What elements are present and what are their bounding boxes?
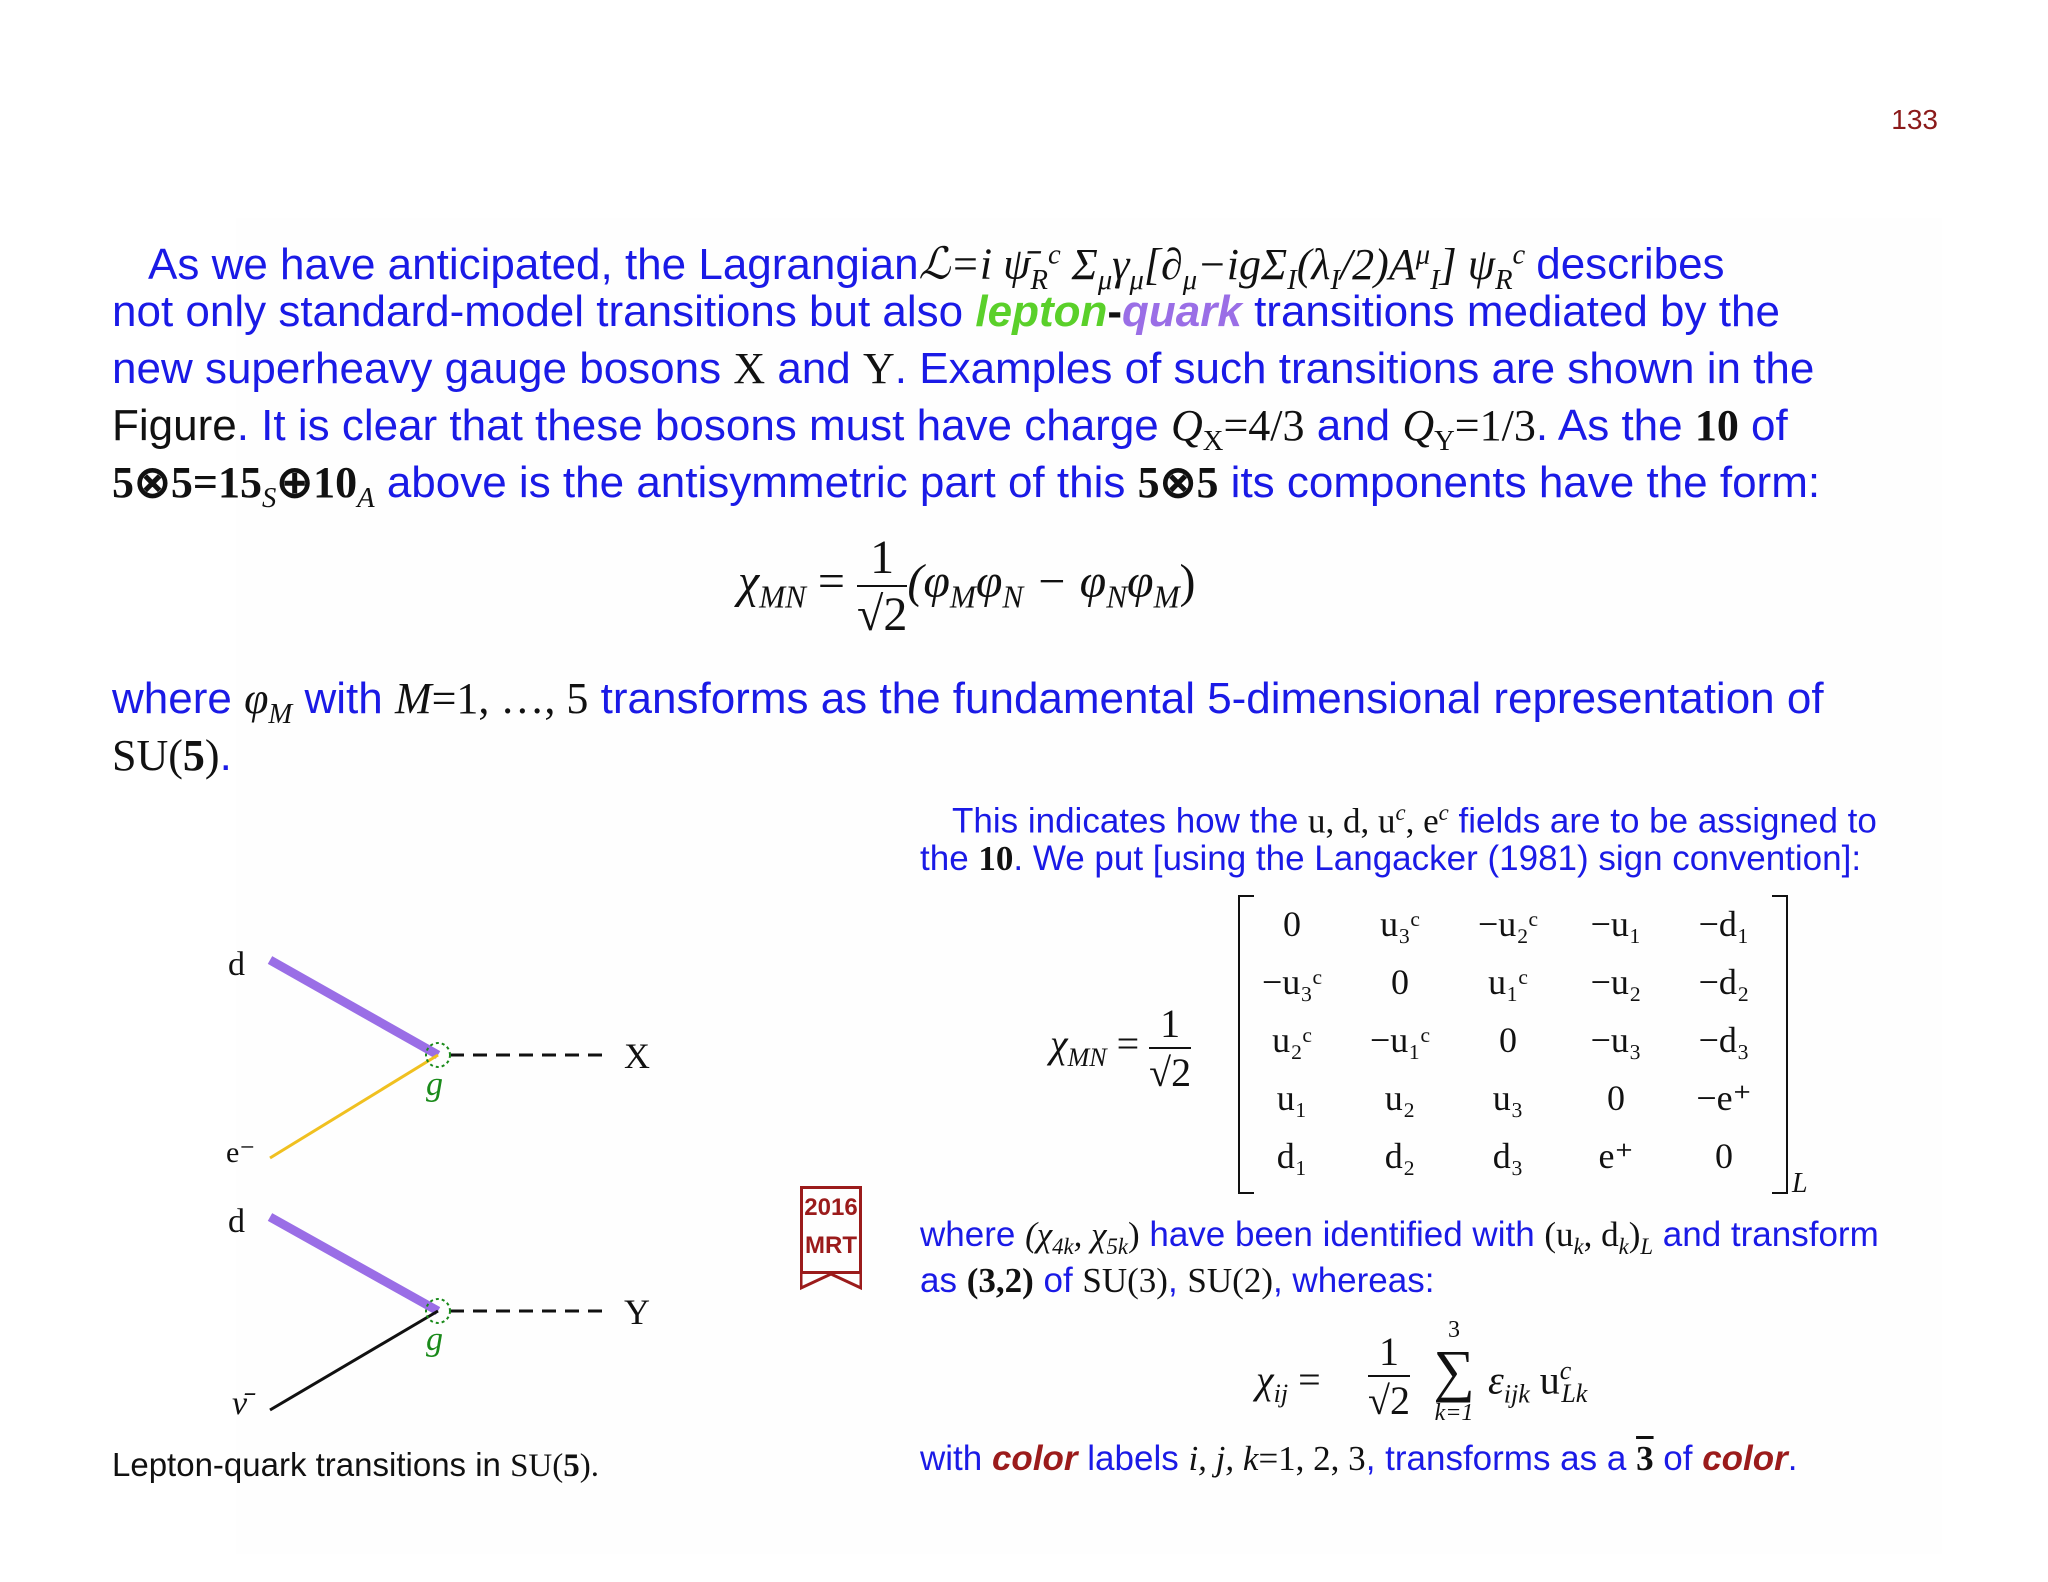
neutrino-line — [270, 1311, 438, 1410]
text: transforms as the fundamental 5-dimensional representation of — [588, 674, 1824, 723]
matrix-cell: d₂ — [1384, 1136, 1416, 1176]
text: . We put [using the Langacker (1981) sign convention]: — [1013, 839, 1862, 878]
label-g-bottom: g — [426, 1321, 443, 1358]
quark-line-d-bottom — [270, 1217, 438, 1311]
paragraph-2-line-2 — [112, 727, 1942, 784]
sub: M — [268, 698, 293, 730]
numerator: 1 — [1368, 1328, 1410, 1377]
quark-word: quark — [1122, 287, 1242, 336]
chi: (χ — [1025, 1215, 1053, 1254]
rep: (3,2) — [966, 1261, 1034, 1300]
su: SU( — [510, 1448, 564, 1484]
su3: SU(3) — [1082, 1261, 1168, 1300]
matrix-row — [1238, 895, 1778, 953]
equals: = — [817, 555, 845, 609]
sub: X — [1202, 425, 1224, 457]
sub: MN — [1067, 1043, 1107, 1073]
sub: ij — [1273, 1379, 1289, 1408]
tensor-formula: 5⊗5=15 — [112, 458, 262, 507]
matrix-cell: 0 — [1715, 1136, 1733, 1176]
label-y: Y — [624, 1292, 650, 1332]
text: This indicates how the — [952, 801, 1309, 841]
range: =1, …, 5 — [431, 674, 589, 723]
matrix-cell: −u₂ᶜ — [1477, 904, 1539, 944]
figure-caption — [112, 1446, 599, 1485]
sub: MN — [759, 579, 806, 615]
sub: L — [1640, 1234, 1654, 1259]
su2: SU(2) — [1187, 1261, 1273, 1300]
matrix-cell: u₂ᶜ — [1272, 1020, 1312, 1060]
charge-qy: Q — [1402, 401, 1435, 450]
text: of — [1738, 401, 1788, 450]
badge-year: 2016 — [804, 1194, 858, 1221]
sup: c — [1559, 1356, 1572, 1385]
phi: − φ — [1023, 555, 1107, 609]
color-word: color — [1702, 1439, 1788, 1478]
sup: c — [1438, 800, 1449, 825]
ud: ) — [1628, 1215, 1641, 1254]
sub: 4k — [1052, 1234, 1074, 1259]
figure-word: Figure — [112, 401, 237, 450]
lagrangian-formula: ℒ=i ψ̄ — [918, 239, 1031, 289]
charge-value: =1/3 — [1454, 401, 1536, 450]
sum-bottom: k=1 — [1434, 1400, 1474, 1426]
five: 5 — [563, 1448, 580, 1484]
phi: (φ — [907, 555, 950, 609]
sub: k — [1618, 1234, 1629, 1259]
numerator: 1 — [1149, 1000, 1191, 1049]
matrix-subscript: L — [1792, 1168, 1808, 1199]
text: , whereas: — [1272, 1261, 1435, 1300]
sub: ijk — [1503, 1379, 1530, 1409]
text: . — [1787, 1439, 1798, 1478]
text: new superheavy gauge bosons — [112, 344, 734, 393]
matrix-cell: 0 — [1391, 962, 1409, 1002]
text: and transform — [1653, 1215, 1879, 1254]
matrix-cell: −d₁ — [1698, 904, 1750, 944]
label-d-bottom: d — [228, 1203, 245, 1240]
feynman-diagrams — [200, 930, 680, 1430]
mrt-badge — [800, 1186, 862, 1291]
text: not only standard-model transitions but also — [112, 287, 976, 336]
sub: Lk — [1561, 1379, 1588, 1409]
text: As we have anticipated, the Lagrangian — [148, 239, 919, 289]
text: where — [920, 1215, 1026, 1254]
text: with — [292, 674, 395, 723]
chi-mn-formula — [738, 530, 1196, 642]
matrix-row — [1238, 1127, 1778, 1185]
denominator: √2 — [856, 588, 908, 641]
paragraph-line-1: As we have anticipated, the Lagrangianℒ=i $\psī_R^c$ $\Sigma_\mu\gamma_\mu[\partial_\mu-ig\Sigma_I(\lambda_I/2)A^\mu_I]$ $\psi_R^c$ describes — [112, 226, 1942, 308]
badge-box — [800, 1186, 862, 1274]
label-d-top: d — [228, 946, 245, 983]
dot: . — [219, 731, 232, 780]
paren: ) — [1179, 555, 1196, 609]
ud: , d — [1583, 1215, 1619, 1254]
su: SU( — [112, 731, 183, 780]
matrix-cell: −u₃ — [1590, 1020, 1642, 1060]
sub: M — [949, 579, 976, 615]
denominator: √2 — [1149, 1050, 1192, 1095]
sub: 5k — [1106, 1234, 1128, 1259]
matrix-row — [1238, 1011, 1778, 1069]
sup: c — [1395, 800, 1406, 825]
anti-three: 3 — [1636, 1439, 1654, 1478]
sub: A — [357, 482, 375, 514]
sum-top: 3 — [1448, 1317, 1460, 1343]
lepton-word: lepton — [975, 287, 1108, 336]
label-antineutrino: ν̄ — [232, 1385, 248, 1422]
text: , — [1167, 1261, 1188, 1300]
matrix-row — [1238, 1069, 1778, 1127]
text: above is the antisymmetric part of this — [374, 458, 1138, 507]
text: the — [920, 839, 979, 878]
badge-initials: MRT — [805, 1232, 857, 1259]
matrix-cell: u₁ — [1276, 1078, 1308, 1118]
denominator: √2 — [1368, 1378, 1410, 1423]
charge-qx: Q — [1171, 401, 1203, 450]
matrix-cell: d₁ — [1276, 1136, 1308, 1176]
chi: χ — [738, 555, 760, 609]
matrix-cell: −d₂ — [1698, 962, 1750, 1002]
matrix-cell: −e⁺ — [1696, 1078, 1752, 1118]
last-line — [920, 1436, 1930, 1482]
boson-x: X — [733, 344, 766, 393]
text: with — [920, 1439, 992, 1478]
text: describes — [1536, 239, 1725, 289]
chi: , χ — [1073, 1215, 1107, 1254]
color-word: color — [991, 1439, 1078, 1478]
phi: φ — [1127, 555, 1154, 609]
paren: ) — [204, 731, 220, 780]
chi: χ — [1256, 1357, 1274, 1402]
label-g-top: g — [426, 1066, 443, 1103]
fraction — [1368, 1328, 1410, 1424]
sub: M — [1153, 579, 1180, 615]
matrix-lhs — [1050, 1000, 1191, 1096]
matrix-cell: 0 — [1283, 904, 1301, 944]
text: its components have the form: — [1218, 458, 1821, 507]
matrix-cell: −u₁ — [1590, 904, 1642, 944]
right-text-line-2 — [920, 836, 1930, 882]
epsilon: ε — [1488, 1357, 1504, 1403]
summation — [1424, 1318, 1484, 1426]
ten-bold: 10 — [978, 839, 1014, 878]
matrix-cell: −u₁ᶜ — [1369, 1020, 1431, 1060]
sub: N — [1002, 579, 1024, 615]
tensor-formula: ⊕10 — [276, 458, 358, 507]
text: transitions mediated by the — [1241, 287, 1780, 336]
ud: (u — [1544, 1215, 1574, 1254]
text: . Examples of such transitions are shown in the — [894, 344, 1815, 393]
matrix-cell: 0 — [1607, 1078, 1625, 1118]
u: u — [1529, 1357, 1560, 1403]
matrix-cell: 0 — [1499, 1020, 1517, 1060]
chi: χ — [1050, 1021, 1068, 1067]
fields: u, d, u — [1308, 801, 1396, 841]
electron-line — [270, 1055, 438, 1158]
m: M — [394, 674, 432, 723]
text: and — [1304, 401, 1403, 450]
ten-bold: 10 — [1694, 401, 1739, 450]
text: . It is clear that these bosons must have charge — [236, 401, 1171, 450]
paragraph-line-3 — [112, 340, 1942, 397]
badge-ribbon-icon — [800, 1271, 862, 1291]
page-number: 133 — [1891, 104, 1938, 135]
equals: = — [1116, 1021, 1140, 1067]
matrix-cell: −d₃ — [1698, 1020, 1750, 1060]
equals: = — [1298, 1357, 1321, 1402]
boson-y: Y — [862, 344, 895, 393]
text: of — [1033, 1261, 1083, 1300]
text: fields are to be assigned to — [1448, 801, 1877, 841]
text: and — [765, 344, 863, 393]
charge-value: =4/3 — [1223, 401, 1305, 450]
text: where — [112, 674, 245, 723]
phi: φ — [975, 555, 1003, 609]
tensor-bold: 5⊗5 — [1137, 458, 1219, 507]
where-line-2 — [920, 1258, 1930, 1304]
sub: Y — [1434, 425, 1455, 457]
text: as — [920, 1261, 967, 1300]
matrix-cell: u₃ᶜ — [1380, 904, 1420, 944]
matrix-cell: −u₃ᶜ — [1261, 962, 1323, 1002]
matrix-cell: −u₂ — [1590, 962, 1642, 1002]
sum-sign: ∑ — [1433, 1338, 1475, 1403]
quark-line-d — [270, 960, 438, 1055]
fraction — [857, 530, 907, 642]
dash: - — [1107, 287, 1123, 336]
phi: φ — [244, 674, 269, 723]
sub: k — [1573, 1234, 1584, 1259]
matrix-cell: e⁺ — [1598, 1136, 1634, 1176]
text: have been identified with — [1139, 1215, 1545, 1254]
matrix-cell: d₃ — [1492, 1136, 1524, 1176]
paragraph-line-2 — [112, 283, 1942, 340]
label-x: X — [624, 1036, 650, 1076]
indices: i, j, k — [1188, 1439, 1259, 1478]
fraction — [1149, 1000, 1191, 1096]
five: 5 — [182, 731, 205, 780]
numerator: 1 — [857, 530, 907, 587]
paragraph-line-5 — [112, 454, 1942, 527]
text: Lepton-quark transitions in — [112, 1446, 511, 1483]
text: labels — [1077, 1439, 1189, 1478]
paren: ). — [579, 1448, 599, 1484]
matrix-table — [1238, 895, 1778, 1185]
chi-ij-formula — [1256, 1318, 1656, 1436]
values: =1, 2, 3 — [1258, 1439, 1366, 1478]
text: , transforms as a — [1365, 1439, 1637, 1478]
paren: ) — [1128, 1215, 1140, 1254]
matrix-row — [1238, 953, 1778, 1011]
sub: S — [261, 482, 277, 514]
label-electron: e⁻ — [226, 1136, 256, 1169]
matrix-cell: u₁ᶜ — [1488, 962, 1528, 1002]
sub: N — [1106, 579, 1127, 615]
matrix-cell: u₂ — [1384, 1078, 1416, 1118]
matrix — [1238, 895, 1786, 1190]
text: of — [1653, 1439, 1703, 1478]
fields: , e — [1405, 801, 1439, 841]
text: . As the — [1535, 401, 1695, 450]
matrix-cell: u₃ — [1492, 1078, 1524, 1118]
